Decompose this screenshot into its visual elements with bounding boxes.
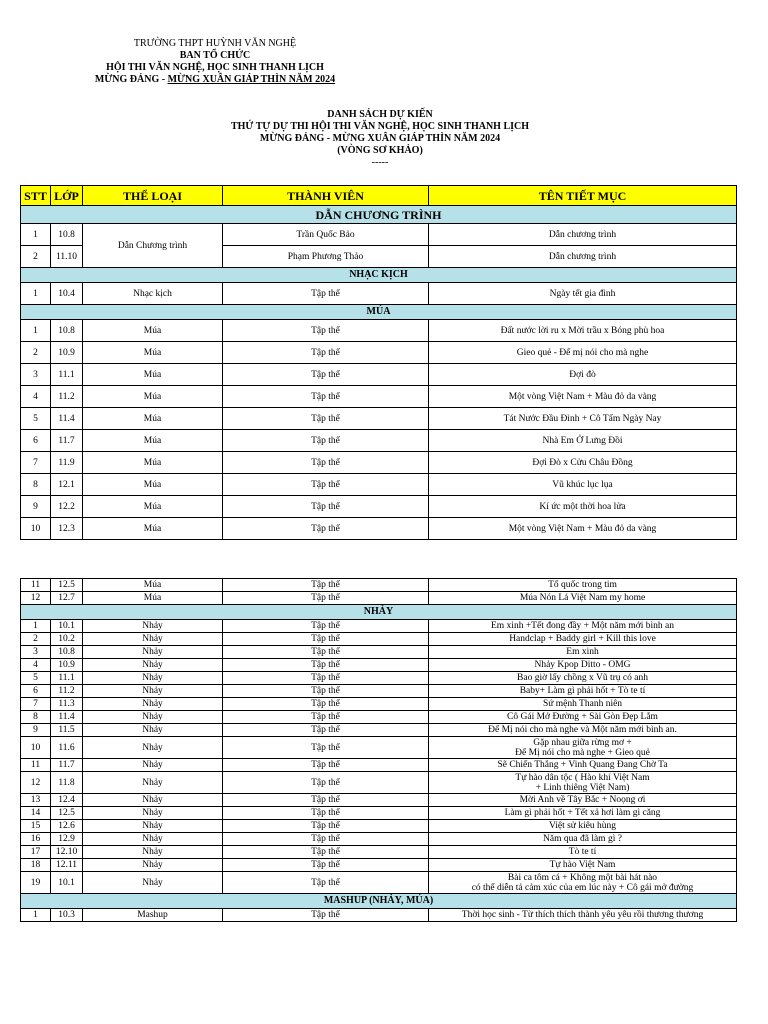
celebrate-part-b: MỪNG XUÂN GIÁP THÌN NĂM 2024 (167, 74, 336, 85)
cell-genre: Múa (83, 342, 223, 364)
cell-genre: Nhảy (83, 807, 223, 820)
cell-stt: 8 (21, 711, 51, 724)
cell-title: Kí ức một thời hoa lửa (429, 496, 737, 518)
cell-stt: 5 (21, 672, 51, 685)
cell-stt: 7 (21, 698, 51, 711)
cell-genre: Múa (83, 496, 223, 518)
table-row (21, 846, 737, 859)
cell-member: Tập thể (223, 909, 429, 922)
cell-class: 11.2 (51, 386, 83, 408)
title-line-1: Bài ca tôm cá + Không một bài hát nào (507, 872, 658, 883)
cell-genre: Nhảy (83, 737, 223, 759)
cell-title: Tự hào Việt Nam (429, 859, 737, 872)
cell-class: 11.5 (51, 724, 83, 737)
cell-title: Baby+ Làm gì phải hốt + Tò te tí (429, 685, 737, 698)
cell-genre: Mashup (83, 909, 223, 922)
table-row (21, 859, 737, 872)
col-header-stt: STT (21, 186, 51, 206)
table-row (21, 807, 737, 820)
cell-stt: 8 (21, 474, 51, 496)
table-row (21, 496, 737, 518)
cell-title: Đất nước lời ru x Mời trầu x Bóng phù hoa (429, 320, 737, 342)
cell-genre: Múa (83, 364, 223, 386)
cell-genre: Nhảy (83, 724, 223, 737)
cell-class: 11.2 (51, 685, 83, 698)
cell-member: Tập thể (223, 846, 429, 859)
cell-title: Thời học sinh - Từ thích thích thành yêu yêu rồi thương thương (429, 909, 737, 922)
cell-member: Tập thể (223, 364, 429, 386)
cell-title: Tò te tí (429, 846, 737, 859)
cell-genre: Múa (83, 386, 223, 408)
cell-title: Một vòng Việt Nam + Màu đỏ da vàng (429, 518, 737, 540)
cell-genre: Nhảy (83, 872, 223, 894)
table-row (21, 737, 737, 759)
cell-member: Tập thể (223, 283, 429, 305)
cell-stt: 11 (21, 579, 51, 592)
cell-class: 10.8 (51, 646, 83, 659)
cell-title: Đợi Đò x Cửu Châu Đồng (429, 452, 737, 474)
cell-title: Tát Nước Đầu Đình + Cô Tấm Ngày Nay (429, 408, 737, 430)
cell-member: Tập thể (223, 820, 429, 833)
table-row (21, 620, 737, 633)
cell-title: Một vòng Việt Nam + Màu đỏ da vàng (429, 386, 737, 408)
cell-member: Tập thể (223, 452, 429, 474)
cell-class: 12.4 (51, 794, 83, 807)
table-row (21, 224, 737, 246)
table-row (21, 408, 737, 430)
cell-stt: 16 (21, 833, 51, 846)
cell-stt: 5 (21, 408, 51, 430)
cell-member: Tập thể (223, 772, 429, 794)
cell-member: Tập thể (223, 859, 429, 872)
cell-title: Việt sử kiêu hùng (429, 820, 737, 833)
cell-member: Tập thể (223, 320, 429, 342)
cell-title (429, 772, 737, 794)
table-row (21, 820, 737, 833)
cell-genre: Nhảy (83, 659, 223, 672)
cell-genre: Múa (83, 452, 223, 474)
col-header-members: THÀNH VIÊN (223, 186, 429, 206)
cell-class: 11.9 (51, 452, 83, 474)
cell-title: Nhà Em Ở Lưng Đồi (429, 430, 737, 452)
cell-stt: 15 (21, 820, 51, 833)
title-line-2: có thể diễn tả cảm xúc của em lúc này + Cô gái mở đường (471, 882, 694, 893)
cell-member: Tập thể (223, 386, 429, 408)
table-row (21, 833, 737, 846)
cell-genre: Nhảy (83, 646, 223, 659)
cell-title: Sứ mệnh Thanh niên (429, 698, 737, 711)
cell-stt: 6 (21, 685, 51, 698)
cell-genre: Nhảy (83, 685, 223, 698)
cell-member: Tập thể (223, 342, 429, 364)
cell-genre: Nhảy (83, 711, 223, 724)
cell-class: 12.5 (51, 579, 83, 592)
table-row (21, 364, 737, 386)
table-row (21, 685, 737, 698)
cell-title: Để Mị nói cho mà nghe và Một năm mới bình an. (429, 724, 737, 737)
cell-stt: 14 (21, 807, 51, 820)
table-row (21, 672, 737, 685)
table-row (21, 872, 737, 894)
table-row (21, 320, 737, 342)
title-line-1: Tự hào dân tộc ( Hào khí Việt Nam (515, 772, 650, 783)
cell-class: 12.7 (51, 592, 83, 605)
cell-member: Tập thể (223, 430, 429, 452)
cell-genre: Nhạc kịch (83, 283, 223, 305)
cell-class: 11.1 (51, 364, 83, 386)
cell-class: 11.7 (51, 430, 83, 452)
doc-title-line2: THỨ TỰ DỰ THI HỘI THI VĂN NGHỆ, HỌC SINH THANH LỊCH (230, 121, 530, 132)
cell-member: Tập thể (223, 872, 429, 894)
cell-member: Tập thể (223, 592, 429, 605)
table-row (21, 579, 737, 592)
cell-class: 10.9 (51, 342, 83, 364)
cell-title: Múa Nón Lá Việt Nam my home (429, 592, 737, 605)
cell-stt: 10 (21, 737, 51, 759)
celebrate-part-a: MỪNG ĐẢNG - (94, 74, 168, 85)
cell-class: 11.3 (51, 698, 83, 711)
cell-stt: 4 (21, 386, 51, 408)
cell-class: 10.8 (51, 320, 83, 342)
cell-member: Tập thể (223, 794, 429, 807)
cell-genre: Nhảy (83, 859, 223, 872)
cell-title (429, 737, 737, 759)
cell-genre: Nhảy (83, 820, 223, 833)
table-row (21, 659, 737, 672)
cell-stt: 1 (21, 320, 51, 342)
cell-member: Tập thể (223, 672, 429, 685)
cell-class: 10.1 (51, 872, 83, 894)
table-row (21, 633, 737, 646)
cell-class: 10.9 (51, 659, 83, 672)
cell-class: 11.4 (51, 711, 83, 724)
cell-class: 11.10 (51, 246, 83, 268)
section-mua: MÚA (21, 305, 737, 320)
cell-member: Tập thể (223, 496, 429, 518)
cell-title: Sẽ Chiến Thắng + Vinh Quang Đang Chờ Ta (429, 759, 737, 772)
table-row (21, 772, 737, 794)
cell-member: Tập thể (223, 579, 429, 592)
cell-member: Tập thể (223, 833, 429, 846)
cell-genre: Nhảy (83, 846, 223, 859)
cell-stt: 3 (21, 646, 51, 659)
cell-genre: Múa (83, 592, 223, 605)
cell-member: Tập thể (223, 659, 429, 672)
cell-title: Em xinh (429, 646, 737, 659)
cell-genre: Múa (83, 474, 223, 496)
table-row (21, 646, 737, 659)
program-table-page1 (20, 185, 737, 540)
cell-member: Tập thể (223, 620, 429, 633)
cell-genre: Múa (83, 518, 223, 540)
cell-genre: Múa (83, 408, 223, 430)
cell-class: 11.6 (51, 737, 83, 759)
table-row (21, 452, 737, 474)
cell-title: Mời Anh về Tây Bắc + Noọng ơi (429, 794, 737, 807)
table-row (21, 711, 737, 724)
cell-stt: 12 (21, 772, 51, 794)
cell-stt: 1 (21, 283, 51, 305)
cell-stt: 18 (21, 859, 51, 872)
cell-class: 10.8 (51, 224, 83, 246)
cell-stt: 7 (21, 452, 51, 474)
title-line-2: + Linh thiêng Việt Nam) (535, 782, 630, 793)
cell-title: Ngày tết gia đình (429, 283, 737, 305)
cell-member: Tập thể (223, 474, 429, 496)
col-header-class: LỚP (51, 186, 83, 206)
cell-stt: 4 (21, 659, 51, 672)
cell-stt: 2 (21, 246, 51, 268)
cell-title: Nhảy Kpop Ditto - OMG (429, 659, 737, 672)
cell-member: Tập thể (223, 633, 429, 646)
cell-stt: 11 (21, 759, 51, 772)
cell-stt: 2 (21, 342, 51, 364)
contest-name: HỘI THI VĂN NGHỆ, HỌC SINH THANH LỊCH (106, 62, 324, 73)
cell-stt: 12 (21, 592, 51, 605)
cell-title: Cô Gái Mở Đường + Sài Gòn Đẹp Lắm (429, 711, 737, 724)
title-dashes: ----- (371, 157, 389, 168)
cell-member: Tập thể (223, 724, 429, 737)
table-row (21, 283, 737, 305)
cell-member: Tập thể (223, 698, 429, 711)
cell-title: Năm qua đã làm gì ? (429, 833, 737, 846)
cell-member: Tập thể (223, 408, 429, 430)
cell-title: Em xinh +Tết đong đầy + Một năm mới bình an (429, 620, 737, 633)
cell-class: 11.7 (51, 759, 83, 772)
cell-class: 10.3 (51, 909, 83, 922)
cell-class: 12.6 (51, 820, 83, 833)
cell-class: 12.10 (51, 846, 83, 859)
cell-genre: Nhảy (83, 833, 223, 846)
cell-genre: Múa (83, 579, 223, 592)
cell-genre: Nhảy (83, 620, 223, 633)
cell-stt: 10 (21, 518, 51, 540)
table-row (21, 592, 737, 605)
section-mashup: MASHUP (NHẢY, MÚA) (21, 894, 737, 909)
doc-title-line4: (VÒNG SƠ KHẢO) (337, 145, 423, 156)
cell-title: Dẫn chương trình (429, 246, 737, 268)
cell-stt: 1 (21, 909, 51, 922)
cell-stt: 3 (21, 364, 51, 386)
doc-title-line1: DANH SÁCH DỰ KIẾN (327, 109, 433, 120)
cell-genre: Nhảy (83, 672, 223, 685)
table-row (21, 759, 737, 772)
title-line-1: Gặp nhau giữa rừng mơ + (533, 737, 632, 748)
cell-class: 11.8 (51, 772, 83, 794)
cell-member: Trần Quốc Bảo (223, 224, 429, 246)
cell-title: Bao giờ lấy chồng x Vũ trụ có anh (429, 672, 737, 685)
cell-member: Tập thể (223, 737, 429, 759)
cell-stt: 9 (21, 724, 51, 737)
cell-title: Tổ quốc trong tim (429, 579, 737, 592)
cell-title: Đợi đò (429, 364, 737, 386)
table-row (21, 698, 737, 711)
celebrate-line (40, 74, 390, 85)
table-row (21, 474, 737, 496)
cell-genre: Múa (83, 430, 223, 452)
cell-stt: 17 (21, 846, 51, 859)
cell-stt: 1 (21, 620, 51, 633)
cell-member: Tập thể (223, 646, 429, 659)
cell-genre: Nhảy (83, 794, 223, 807)
cell-stt: 9 (21, 496, 51, 518)
table-row (21, 794, 737, 807)
cell-class: 12.5 (51, 807, 83, 820)
cell-member: Tập thể (223, 807, 429, 820)
section-nhay: NHẢY (21, 605, 737, 620)
cell-genre: Nhảy (83, 759, 223, 772)
cell-class: 10.4 (51, 283, 83, 305)
cell-title: Vũ khúc lục lụa (429, 474, 737, 496)
cell-member: Tập thể (223, 685, 429, 698)
table-row (21, 342, 737, 364)
table-row (21, 518, 737, 540)
cell-member: Phạm Phương Thảo (223, 246, 429, 268)
cell-genre: Nhảy (83, 633, 223, 646)
cell-genre: Múa (83, 320, 223, 342)
title-line-2: Để Mị nói cho mà nghe + Gieo quẻ (515, 747, 650, 758)
cell-class: 12.3 (51, 518, 83, 540)
cell-class: 12.2 (51, 496, 83, 518)
cell-class: 10.2 (51, 633, 83, 646)
table-row (21, 724, 737, 737)
cell-member: Tập thể (223, 759, 429, 772)
cell-member: Tập thể (223, 711, 429, 724)
cell-stt: 1 (21, 224, 51, 246)
cell-class: 12.11 (51, 859, 83, 872)
cell-class: 12.9 (51, 833, 83, 846)
cell-class: 11.4 (51, 408, 83, 430)
section-nhac-kich: NHẠC KỊCH (21, 268, 737, 283)
cell-title: Dẫn chương trình (429, 224, 737, 246)
cell-class: 11.1 (51, 672, 83, 685)
school-name: TRƯỜNG THPT HUỲNH VĂN NGHỆ (133, 38, 297, 49)
cell-genre: Nhảy (83, 772, 223, 794)
col-header-genre: THỂ LOẠI (83, 186, 223, 206)
cell-stt: 13 (21, 794, 51, 807)
cell-genre: Dẫn Chương trình (83, 224, 223, 268)
table-row (21, 430, 737, 452)
cell-title: Handclap + Baddy girl + Kill this love (429, 633, 737, 646)
cell-title (429, 872, 737, 894)
committee-name: BAN TỔ CHỨC (179, 50, 251, 61)
cell-class: 12.1 (51, 474, 83, 496)
cell-class: 10.1 (51, 620, 83, 633)
cell-title: Làm gì phải hốt + Tết xả hơi làm gì căng (429, 807, 737, 820)
doc-title-line3: MỪNG ĐẢNG - MỪNG XUÂN GIÁP THÌN NĂM 2024 (259, 133, 501, 144)
section-dan-chuong-trinh: DẪN CHƯƠNG TRÌNH (21, 206, 737, 224)
table-row (21, 909, 737, 922)
table-row (21, 386, 737, 408)
program-table-page2 (20, 578, 737, 922)
cell-stt: 19 (21, 872, 51, 894)
cell-title: Gieo quẻ - Để mị nói cho mà nghe (429, 342, 737, 364)
col-header-title: TÊN TIẾT MỤC (429, 186, 737, 206)
cell-stt: 6 (21, 430, 51, 452)
cell-genre: Nhảy (83, 698, 223, 711)
cell-stt: 2 (21, 633, 51, 646)
cell-member: Tập thể (223, 518, 429, 540)
